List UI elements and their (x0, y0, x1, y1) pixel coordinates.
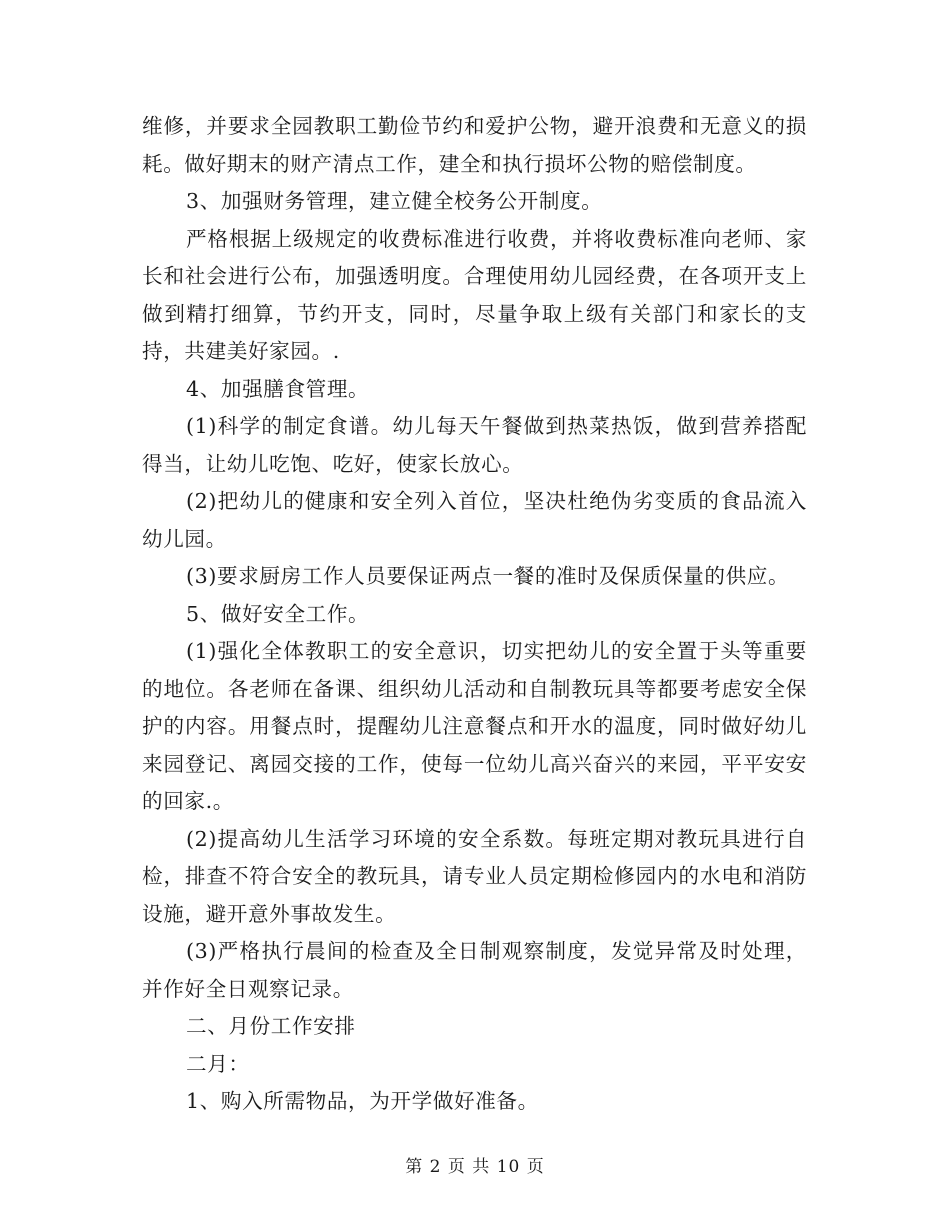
section-heading: 二、月份工作安排 (186, 1014, 356, 1038)
list-item: (2)把幼儿的健康和安全列入首位，坚决杜绝伪劣变质的食品流入幼儿园。 (142, 489, 807, 551)
paragraph: 严格根据上级规定的收费标准进行收费，并将收费标准向老师、家长和社会进行公布，加强透明度。合理使用幼儿园经费，在各项开支上做到精打细算，节约开支，同时，尽量争取上级有关部门和家长的支持，共建美好家园。. (142, 226, 807, 363)
month-heading: 二月： (186, 1051, 250, 1076)
section-heading: 5、做好安全工作。 (186, 601, 370, 626)
paragraph: 维修，并要求全园教职工勤俭节约和爱护公物，避开浪费和无意义的损耗。做好期末的财产清点工作，建全和执行损坏公物的赔偿制度。 (142, 114, 807, 176)
list-item: 1、购入所需物品，为开学做好准备。 (186, 1089, 539, 1113)
section-heading: 4、加强膳食管理。 (186, 376, 370, 401)
section-heading: 3、加强财务管理，建立健全校务公开制度。 (186, 189, 603, 213)
list-item: (1)强化全体教职工的安全意识，切实把幼儿的安全置于头等重要的地位。各老师在备课、组织幼儿活动和自制教玩具等都要考虑安全保护的内容。用餐点时，提醒幼儿注意餐点和开水的温度，同时做好幼儿来园登记、离园交接的工作，使每一位幼儿高兴奋兴的来园，平平安安的回家.。 (142, 639, 807, 813)
page-footer (0, 1152, 950, 1177)
list-item: (2)提高幼儿生活学习环境的安全系数。每班定期对教玩具进行自检，排查不符合安全的教玩具，请专业人员定期检修园内的水电和消防设施，避开意外事故发生。 (142, 826, 807, 926)
list-item: (3)要求厨房工作人员要保证两点一餐的准时及保质保量的供应。 (186, 564, 790, 588)
list-item: (3)严格执行晨间的检查及全日制观察制度，发觉异常及时处理，并作好全日观察记录。 (142, 939, 807, 1001)
page-number-label: 第 2 页 共 10 页 (405, 1157, 545, 1177)
list-item: (1)科学的制定食谱。幼儿每天午餐做到热菜热饭，做到营养搭配得当，让幼儿吃饱、吃好，使家长放心。 (142, 414, 807, 476)
document-body (142, 108, 807, 1121)
